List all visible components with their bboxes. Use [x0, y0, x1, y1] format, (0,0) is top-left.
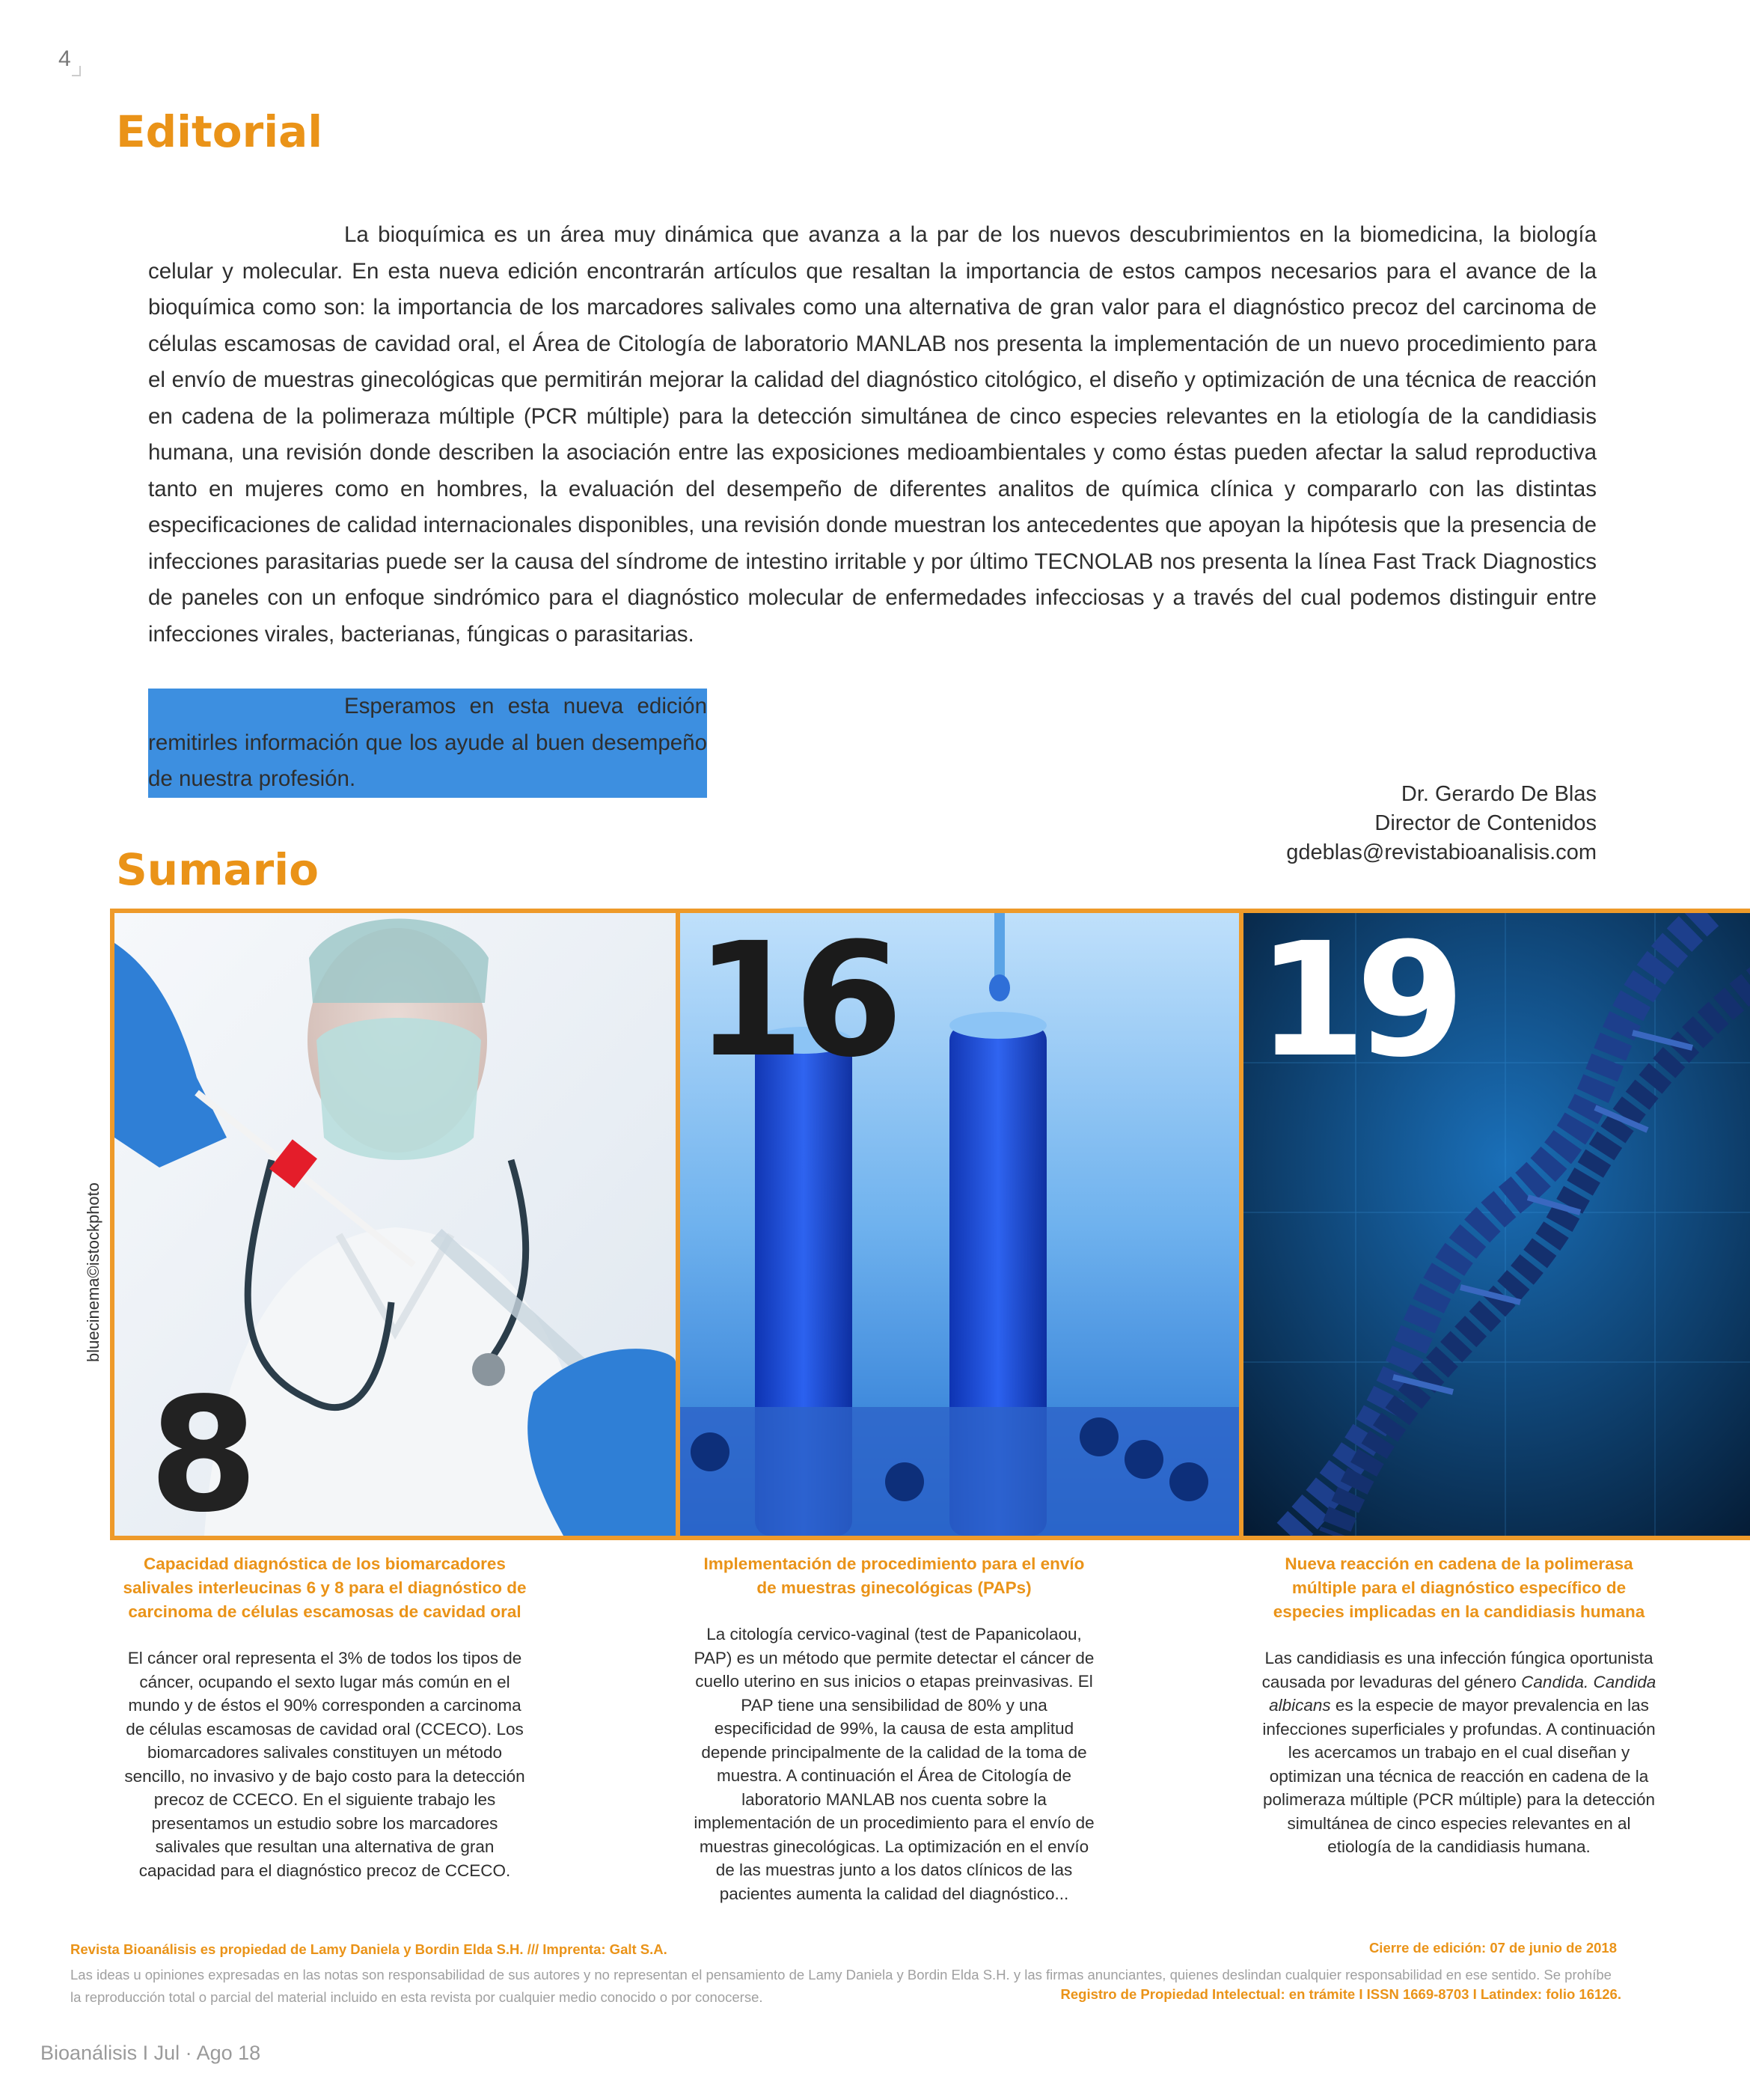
summary-text-start: Las candidiasis es una infección fúngica oportunista causada por levaduras del género — [1261, 1649, 1653, 1691]
signature-name: Dr. Gerardo De Blas — [1401, 782, 1597, 806]
sumario-page-number-19: 19 — [1257, 909, 1455, 1092]
page-number-corner-mark — [72, 66, 81, 76]
editorial-paragraph-2: Esperamos en esta nueva edición remitirles información que los ayude al buen desempeño de nuestra profesión. — [148, 689, 707, 798]
editorial-signature — [1286, 780, 1597, 867]
sumario-article-title[interactable]: Implementación de procedimiento para el envío de muestras ginecológicas (PAPs) — [703, 1554, 1085, 1597]
sumario-image-doctor[interactable] — [110, 909, 680, 1540]
sumario-article-summary: La citología cervico-vaginal (test de Papanicolaou, PAP) es un método que permite detectar el cáncer de cuello uterino en sus inicios o etapas preinvasivas. El PAP tiene una sensibilidad de 80% y una especificidad de 99%, la causa de esta amplitud depende principalmente de la calidad de la toma de muestra. A continuación el Área de Citología de laboratorio MANLAB nos cuenta sobre la implementación de un procedimiento para el envío de muestras ginecológicas. La optimización en el envío de las muestras junto a los datos clínicos de las pacientes aumenta la calidad del diagnóstico... — [694, 1625, 1095, 1903]
sumario-article-title[interactable]: Nueva reacción en cadena de la polimerasa múltiple para el diagnóstico específico de especies implicadas en la candidiasis humana — [1273, 1554, 1645, 1621]
sumario-article-title[interactable]: Capacidad diagnóstica de los biomarcadores salivales interleucinas 6 y 8 para el diagnóstico de carcinoma de células escamosas de cavidad oral — [123, 1554, 527, 1621]
footer-registry: Registro de Propiedad Intelectual: en trámite I ISSN 1669-8703 I Latindex: folio 16126. — [1060, 1986, 1621, 2002]
sumario-page-number-16: 16 — [695, 909, 893, 1092]
signature-role: Director de Contenidos — [1374, 811, 1597, 835]
editorial-paragraph-1: La bioquímica es un área muy dinámica que avanza a la par de los nuevos descubrimientos en la biomedicina, la biología celular y molecular. En esta nueva edición encontrarán artículos que resaltan la importancia de estos campos necesarios para el avance de la bioquímica como son: la importancia de los marcadores salivales como una alternativa de gran valor para el diagnóstico precoz del carcinoma de células escamosas de cavidad oral, el Área de Citología de laboratorio MANLAB nos presenta la implementación de un nuevo procedimiento para el envío de muestras ginecológicas que permitirán mejorar la calidad del diagnóstico citológico, el diseño y optimización de una técnica de reacción en cadena de la polimeraza múltiple (PCR múltiple) para la detección simultánea de cinco especies relevantes en la etiología de la candidiasis humana, una revisión donde describen la asociación entre las exposiciones medioambientales y como éstas pueden afectar la salud reproductiva tanto en mujeres como en hombres, la evaluación del desempeño de diferentes analitos de química clínica y compararlo con las distintas especificaciones de calidad internacionales disponibles, una revisión donde muestran los antecedentes que apoyan la hipótesis que la presencia de infecciones parasitarias puede ser la causa del síndrome de intestino irritable y por último TECNOLAB nos presenta la línea Fast Track Diagnostics de paneles con un enfoque sindrómico para el diagnóstico molecular de enfermedades infecciosas y a través del cual podemos distinguir entre infecciones virales, bacterianas, fúngicas o parasitarias. — [148, 222, 1597, 647]
photo-credit: bluecinema©istockphoto — [84, 1182, 103, 1362]
footer-ownership: Revista Bioanálisis es propiedad de Lamy Daniela y Bordin Elda S.H. /// Imprenta: Galt S.A. — [70, 1941, 667, 1957]
signature-email[interactable]: gdeblas@revistabioanalisis.com — [1286, 840, 1597, 864]
sumario-article-summary — [1257, 1646, 1661, 1859]
sumario-article-8[interactable] — [123, 1552, 527, 1882]
sumario-article-summary: El cáncer oral representa el 3% de todos los tipos de cáncer, ocupando el sexto lugar más común en el mundo y de éstos el 90% corresponden a carcinoma de células escamosas de cavidad oral (CCECO). Los biomarcadores salivales constituyen un método sencillo, no invasivo y de bajo costo para la detección precoz de CCECO. En el siguiente trabajo les presentamos un estudio sobre los marcadores salivales que resultan una alternativa de gran capacidad para el diagnóstico precoz de CCECO. — [124, 1649, 525, 1880]
sumario-page-number-8: 8 — [149, 1364, 248, 1540]
running-footer: Bioanálisis I Jul · Ago 18 — [40, 2042, 261, 2064]
sumario-image-test-tubes[interactable] — [676, 909, 1243, 1540]
sumario-article-16[interactable] — [692, 1552, 1096, 1905]
sumario-article-19[interactable] — [1257, 1552, 1661, 1859]
page-number: 4 — [58, 46, 71, 71]
summary-text-end: es la especie de mayor prevalencia en las infecciones superficiales y profundas. A continuación les acercamos un trabajo en el cual diseñan y optimizan una técnica de reacción en cadena de la polimeraza múltiple (PCR múltiple) para la detección simultánea de cinco especies relevantes en al etiología de la candidiasis humana. — [1262, 1696, 1656, 1856]
editorial-body — [148, 217, 1597, 798]
sumario-image-dna[interactable] — [1239, 909, 1750, 1540]
footer-closing-date: Cierre de edición: 07 de junio de 2018 — [1368, 1940, 1617, 1956]
editorial-title: Editorial — [116, 106, 323, 157]
footer-disclaimer: Las ideas u opiniones expresadas en las notas son responsabilidad de sus autores y no representan el pensamiento de Lamy Daniela y Bordin Elda S.H. y las firmas anunciantes, quienes deslindan cualquier responsabilidad en ese sentido. Se prohíbe la reproducción total o parcial del material incluido en esta revista por cualquier medio conocido o por conocerse. — [70, 1967, 1612, 2005]
summary-species-names: Candida. Candida albicans — [1269, 1672, 1656, 1715]
sumario-title: Sumario — [116, 844, 319, 895]
